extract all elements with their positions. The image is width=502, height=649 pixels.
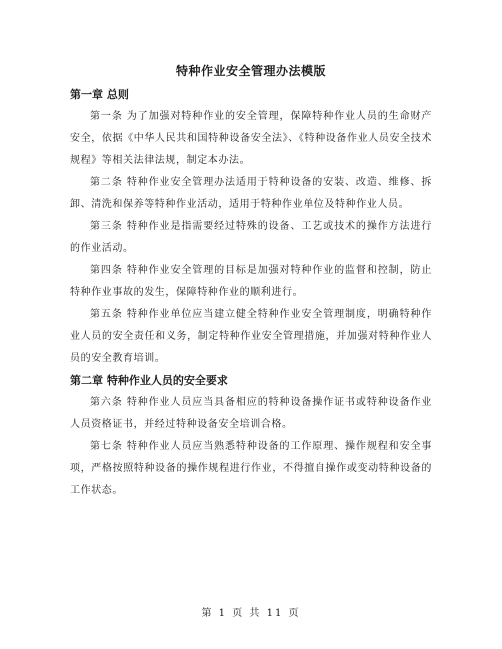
document-body: [70, 84, 432, 502]
article-paragraph: 第三条 特种作业是指需要经过特殊的设备、工艺或技术的操作方法进行的作业活动。: [70, 221, 432, 254]
article-paragraph: 第一条 为了加强对特种作业的安全管理，保障特种作业人员的生命财产安全，依据《中华人民共和国特种设备安全法》、《特种设备作业人员安全技术规程》等相关法律法规，制定本办法。: [70, 111, 432, 166]
chapter-heading: 第二章 特种作业人员的安全要求: [70, 374, 228, 387]
page-footer: 第 1 页 共 11 页: [201, 608, 301, 619]
article-paragraph: 第二条 特种作业安全管理办法适用于特种设备的安装、改造、维修、拆卸、清洗和保养等特种作业活动，适用于特种作业单位及特种作业人员。: [70, 177, 432, 210]
article-paragraph: 第五条 特种作业单位应当建立健全特种作业安全管理制度，明确特种作业人员的安全责任和义务，制定特种作业安全管理措施，并加强对特种作业人员的安全教育培训。: [70, 309, 432, 364]
article-paragraph: 第四条 特种作业安全管理的目标是加强对特种作业的监督和控制，防止特种作业事故的发生，保障特种作业的顺利进行。: [70, 265, 432, 298]
article-paragraph: 第七条 特种作业人员应当熟悉特种设备的工作原理、操作规程和安全事项，严格按照特种设备的操作规程进行作业，不得擅自操作或变动特种设备的工作状态。: [70, 441, 432, 496]
article-paragraph: 第六条 特种作业人员应当具备相应的特种设备操作证书或特种设备作业人员资格证书，并经过特种设备安全培训合格。: [70, 397, 432, 430]
chapter-heading: 第一章 总则: [70, 88, 129, 101]
document-title: 特种作业安全管理办法模版: [175, 64, 326, 78]
